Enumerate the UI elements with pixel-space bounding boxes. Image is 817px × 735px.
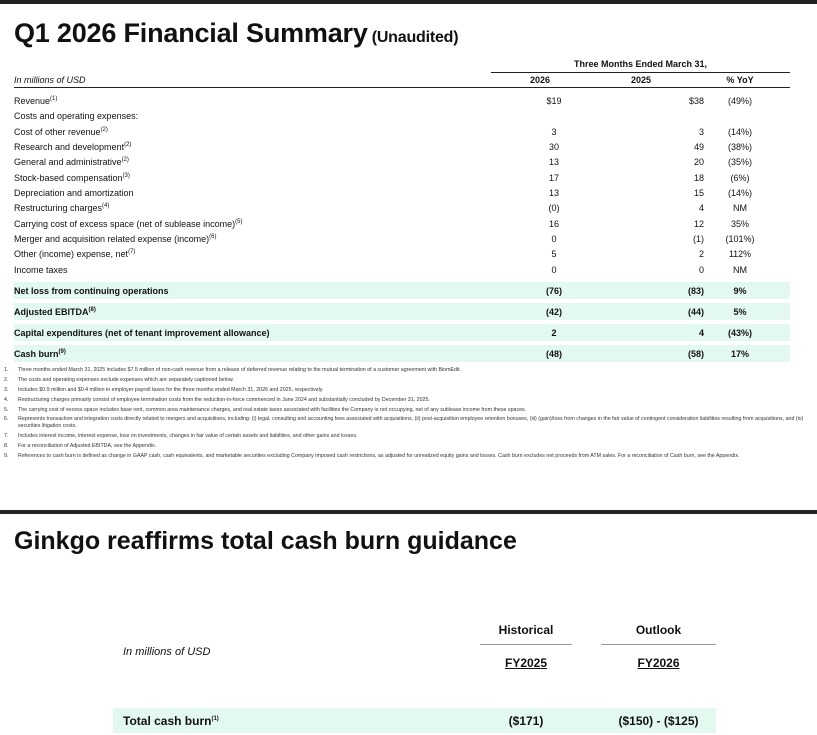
row-label: Merger and acquisition related expense (income)$^{(6)}$ (14, 233, 217, 244)
fy-outlook-header: FY2026 (637, 656, 680, 670)
footnote-text: Includes interest income, interest expense, loss on investments, changes in fair value of certain assets and liabilities, and other gains and losses. (18, 433, 358, 440)
table-row (14, 262, 790, 277)
value-2026: 3 (551, 126, 557, 137)
value-2025: 3 (698, 126, 704, 137)
table-row (14, 185, 790, 200)
table-row (14, 246, 790, 261)
footnote-text: Includes $0.9 million and $0.4 million in employer payroll taxes for the three months ended March 31, 2026 and 2025, respectively. (18, 386, 324, 393)
footnote-text: Represents transaction and integration costs directly related to mergers and acquisitions, including: (i) legal, consulting and accounting fees associated with acquisitions, (ii) post-acquisition employee retention bonuses, (iii) (gain)/loss from changes in the fair value of contingent consideration liabilities resulting from acquisitions, and (iv) securities litigation costs. (18, 416, 804, 430)
footnote-text: Restructuring charges primarily consist of employee termination costs from the reduction-in-force commenced in June 2024 and substantially concluded by December 31, 2025. (18, 396, 430, 403)
footnote-text: For a reconciliation of Adjusted EBITDA, see the Appendix. (18, 443, 157, 449)
value-2025: 18 (693, 172, 704, 183)
footnote (4, 433, 804, 440)
total-cash-burn-label: Total cash burn$^{(1)}$ (123, 713, 219, 728)
row-label: Cost of other revenue$^{(2)}$ (14, 126, 108, 137)
value-2025: (44) (687, 306, 704, 317)
value-yoy: (6%) (730, 172, 750, 183)
row-label: Carrying cost of excess space (net of sublease income)$^{(5)}$ (14, 218, 243, 229)
row-label: Research and development$^{(2)}$ (14, 141, 132, 152)
value-2025: 2 (698, 248, 704, 259)
footnote-text: The costs and operating expenses exclude expenses which are separately captioned below. (18, 376, 234, 383)
value-2025: $38 (688, 95, 704, 106)
footnote (4, 453, 804, 460)
column-header-yoy: % YoY (726, 75, 754, 85)
footnotes (4, 367, 804, 463)
table-row (14, 216, 790, 231)
value-yoy: 35% (730, 218, 749, 229)
value-2026: 2 (551, 327, 557, 338)
footnote-number: 2. (4, 376, 9, 383)
outlook-value: ($150) - ($125) (618, 713, 699, 728)
footnote-text: Three months ended March 31, 2025 includes $7.5 million of non-cash revenue from a release of deferred revenue relating to the mutual termination of a customer agreement with BiomEdit. (18, 367, 462, 373)
value-2026: $19 (546, 95, 562, 106)
value-yoy: (49%) (727, 95, 752, 106)
row-label: Net loss from continuing operations (14, 285, 169, 296)
row-label: Depreciation and amortization (14, 187, 134, 198)
value-2025: (58) (687, 348, 704, 359)
value-yoy: (14%) (727, 126, 752, 137)
footnote (4, 387, 804, 394)
footnote-number: 3. (4, 386, 9, 393)
header-rule-bottom (14, 87, 790, 88)
header-rule (491, 72, 790, 73)
footnote-number: 1. (4, 367, 9, 373)
value-2026: 30 (548, 141, 559, 152)
footnote (4, 443, 804, 450)
footnote (4, 407, 804, 414)
value-2025: 0 (698, 264, 704, 275)
value-2025: (1) (693, 233, 704, 244)
row-label: Income taxes (14, 264, 68, 275)
value-2025: 4 (698, 327, 704, 338)
top-divider (0, 0, 817, 4)
footnote-text: References to cash burn is defined as change in GAAP cash, cash equivalents, and marketable securities excluding Company imposed cash restrictions, as adjusted for unrealized equity gains and losses. Cash burn excludes net proceeds from ATM sales. For a reconciliation of Cash burn, see the Appendix. (18, 452, 740, 459)
row-label: Capital expenditures (net of tenant improvement allowance) (14, 327, 270, 338)
row-label: Revenue$^{(1)}$ (14, 95, 58, 106)
table-row (14, 154, 790, 169)
table-row (14, 170, 790, 185)
row-label: Cash burn$^{(9)}$ (14, 348, 66, 359)
value-2026: (76) (545, 285, 562, 296)
footnote-text: The carrying cost of excess space includes base rent, common area maintenance charges, and real estate taxes associated with facilities the Company is not occupying, net of any sublease income from these spaces. (18, 406, 527, 413)
page-title: Q1 2026 Financial Summary (Unaudited) (14, 18, 459, 48)
row-label: Other (income) expense, net$^{(7)}$ (14, 248, 136, 259)
value-2026: (48) (545, 348, 562, 359)
value-2026: 0 (551, 264, 557, 275)
value-2026: 16 (548, 218, 559, 229)
fy-historical-header: FY2025 (504, 656, 548, 670)
outlook-header: Outlook (635, 623, 682, 637)
value-2025: 12 (693, 218, 704, 229)
value-2026: (42) (545, 306, 562, 317)
value-2026: 17 (548, 172, 559, 183)
value-yoy: 5% (733, 306, 747, 317)
value-yoy: (35%) (727, 156, 752, 167)
value-2025: 20 (693, 156, 704, 167)
table-row (14, 139, 790, 154)
row-label: Adjusted EBITDA$^{(8)}$ (14, 306, 96, 317)
page-subtitle: (Unaudited) (371, 29, 459, 46)
value-yoy: NM (733, 264, 747, 275)
highlight-row (14, 303, 790, 320)
highlight-row (14, 324, 790, 341)
row-label: Stock-based compensation$^{(3)}$ (14, 172, 130, 183)
value-yoy: (101%) (725, 233, 755, 244)
footnote (4, 397, 804, 404)
table-row (14, 93, 790, 108)
period-header: Three Months Ended March 31, (573, 59, 708, 69)
value-2026: 13 (548, 156, 559, 167)
value-2026: (0) (548, 202, 560, 213)
section-divider (0, 510, 817, 514)
historical-rule (480, 644, 572, 645)
row-label: Costs and operating expenses: (14, 110, 139, 121)
footnote-number: 7. (4, 433, 9, 440)
row-label: General and administrative$^{(2)}$ (14, 156, 129, 167)
historical-value: ($171) (508, 713, 544, 728)
value-yoy: (38%) (727, 141, 752, 152)
value-yoy: (43%) (727, 327, 752, 338)
footnote (4, 377, 804, 384)
guidance-title: Ginkgo reaffirms total cash burn guidance (14, 527, 517, 555)
value-2025: (83) (687, 285, 704, 296)
value-yoy: 17% (730, 348, 749, 359)
table-row (14, 200, 790, 215)
table-row (14, 108, 790, 123)
footnote-number: 9. (4, 452, 9, 459)
value-2026: 13 (548, 187, 559, 198)
footnote (4, 416, 804, 430)
footnote-number: 4. (4, 396, 9, 403)
value-2025: 49 (693, 141, 704, 152)
column-header-2025: 2025 (630, 75, 652, 85)
value-yoy: 9% (733, 285, 747, 296)
highlight-row (14, 282, 790, 299)
value-2026: 0 (551, 233, 557, 244)
value-2025: 4 (698, 202, 704, 213)
outlook-rule (601, 644, 716, 645)
value-yoy: (14%) (727, 187, 752, 198)
value-yoy: NM (733, 202, 747, 213)
row-label: Restructuring charges$^{(4)}$ (14, 202, 110, 213)
value-2026: 5 (551, 248, 557, 259)
footnote-number: 8. (4, 443, 9, 449)
highlight-row (14, 345, 790, 362)
value-yoy: 112% (728, 248, 752, 259)
historical-header: Historical (498, 623, 554, 637)
table-row (14, 124, 790, 139)
total-cash-burn-row (113, 708, 716, 733)
value-2025: 15 (693, 187, 704, 198)
footnote-number: 5. (4, 406, 9, 413)
units-label: In millions of USD (14, 75, 86, 85)
table-row (14, 231, 790, 246)
footnote-number: 6. (4, 416, 9, 423)
guidance-units-label: In millions of USD (123, 646, 211, 658)
footnote (4, 367, 804, 374)
column-header-2026: 2026 (529, 75, 551, 85)
